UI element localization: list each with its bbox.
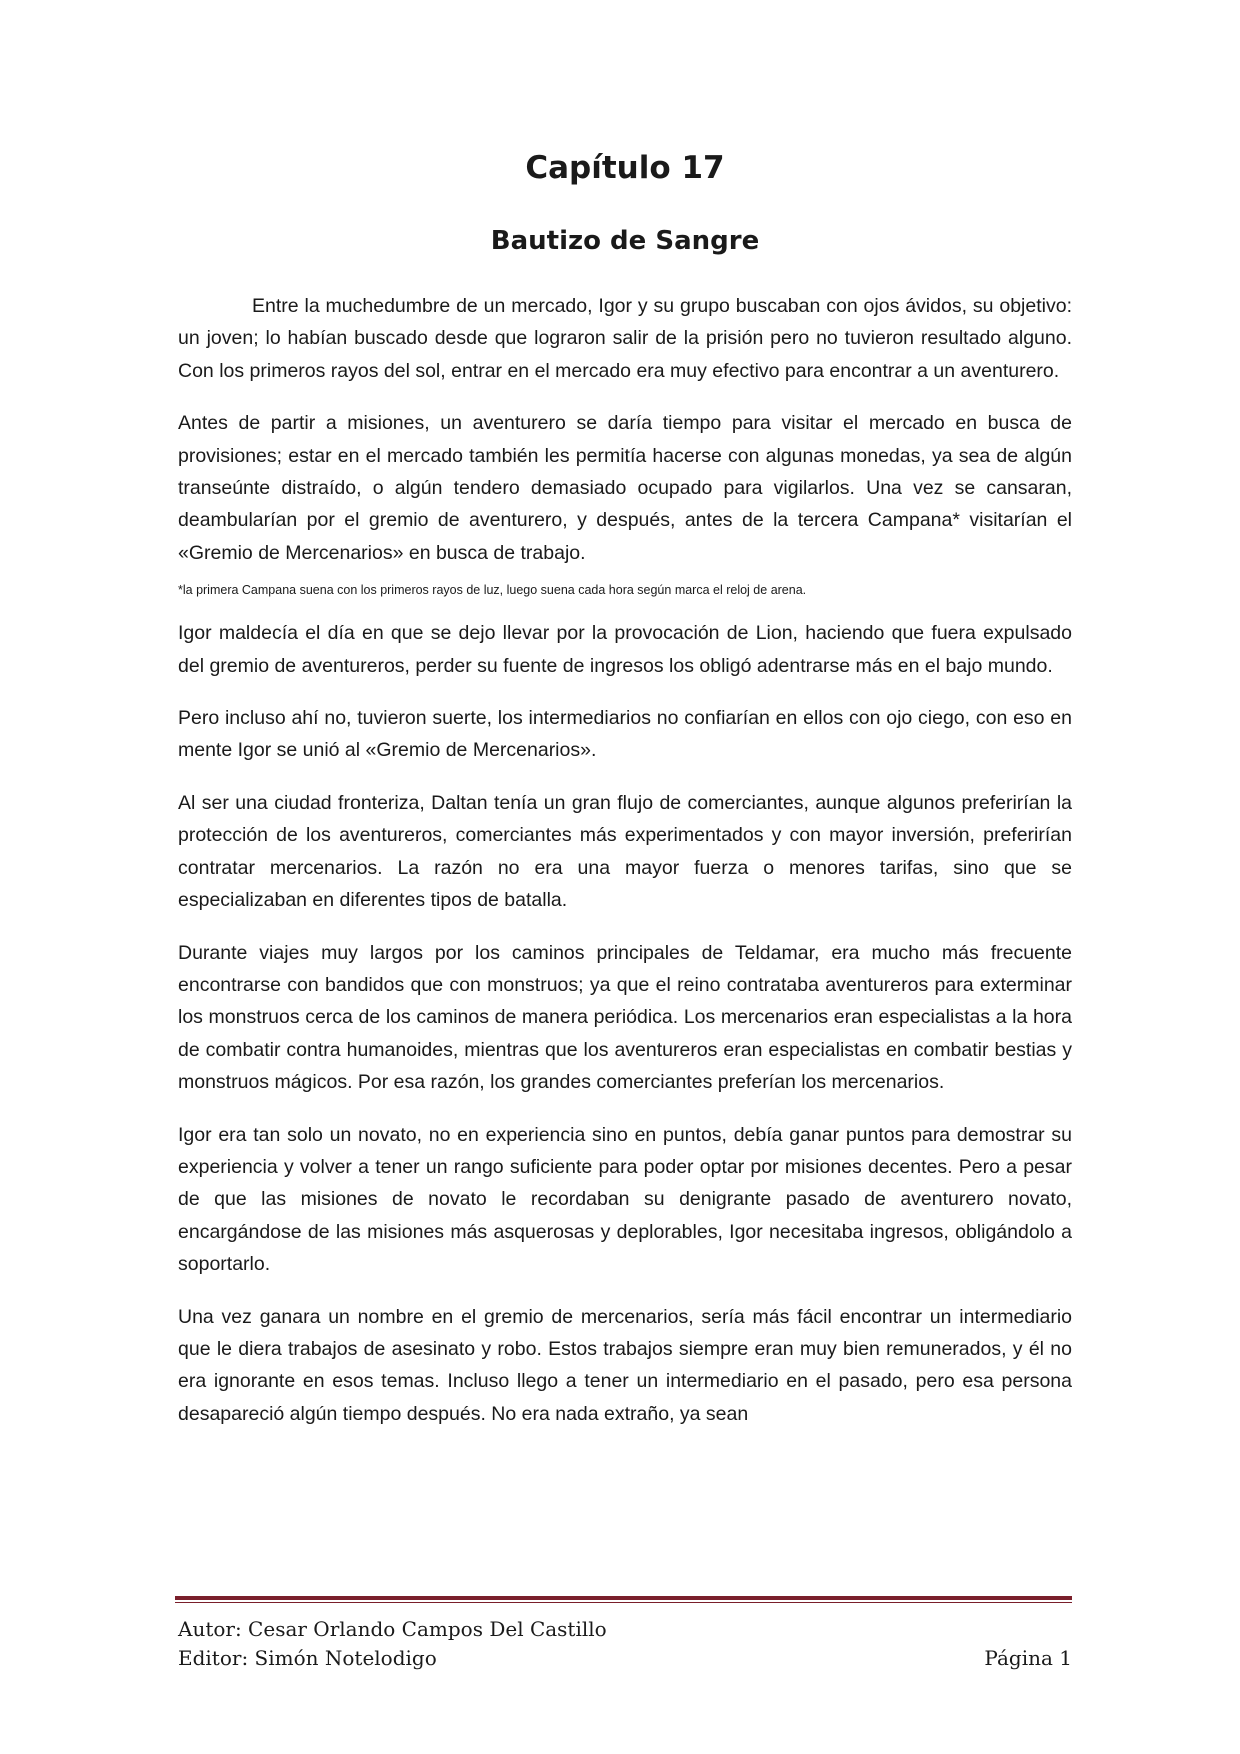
paragraph: Igor era tan solo un novato, no en experiencia sino en puntos, debía ganar puntos para demostrar su experiencia y volver a tener un rango suficiente para poder optar por misiones decentes. Pero a pesar de que las misiones de novato le recordaban su denigrante pasado de aventurero novato, encargándose de las misiones más asquerosas y deplorables, Igor necesitaba ingresos, obligándolo a soportarlo. xyxy=(178,1123,1072,1276)
paragraph: Durante viajes muy largos por los caminos principales de Teldamar, era mucho más frecuente encontrarse con bandidos que con monstruos; ya que el reino contrataba aventureros para exterminar los monstruos cerca de los caminos de manera periódica. Los mercenarios eran especialistas a la hora de combatir contra humanoides, mientras que los aventureros eran especialistas en combatir bestias y monstruos mágicos. Por esa razón, los grandes comerciantes preferían los mercenarios. xyxy=(178,941,1072,1094)
paragraph: Una vez ganara un nombre en el gremio de mercenarios, sería más fácil encontrar un intermediario que le diera trabajos de asesinato y robo. Estos trabajos siempre eran muy bien remunerados, y él no era ignorante en esos temas. Incluso llego a tener un intermediario en el pasado, pero esa persona desapareció algún tiempo después. No era nada extraño, ya sean xyxy=(178,1305,1072,1425)
chapter-subtitle: Bautizo de Sangre xyxy=(490,226,760,256)
paragraph: Igor maldecía el día en que se dejo llevar por la provocación de Lion, haciendo que fuera expulsado del gremio de aventureros, perder su fuente de ingresos los obligó adentrarse más en el bajo mundo. xyxy=(178,622,1072,677)
paragraph: Pero incluso ahí no, tuvieron suerte, los intermediarios no confiarían en ellos con ojo ciego, con eso en mente Igor se unió al «Gremio de Mercenarios». xyxy=(178,707,1072,762)
footer-divider-thick xyxy=(175,1596,1072,1600)
page-footer xyxy=(178,1615,1072,1673)
footer-editor: Editor: Simón Notelodigo xyxy=(178,1646,437,1670)
footer-divider-thin xyxy=(175,1602,1072,1603)
footer-divider xyxy=(175,1596,1072,1604)
chapter-title: Capítulo 17 xyxy=(525,150,725,186)
footer-author: Autor: Cesar Orlando Campos Del Castillo xyxy=(178,1617,607,1641)
page-number: Página 1 xyxy=(984,1646,1072,1670)
paragraph: Entre la muchedumbre de un mercado, Igor y su grupo buscaban con ojos ávidos, su objetivo: un joven; lo habían buscado desde que lograron salir de la prisión pero no tuvieron resultado alguno. Con los primeros rayos del sol, entrar en el mercado era muy efectivo para encontrar a un aventurero. xyxy=(178,295,1072,382)
chapter-body xyxy=(178,290,1072,1450)
paragraph: Antes de partir a misiones, un aventurero se daría tiempo para visitar el mercado en busca de provisiones; estar en el mercado también les permitía hacerse con algunas monedas, ya sea de algún transeúnte distraído, o algún tendero demasiado ocupado para vigilarlos. Una vez se cansaran, deambularían por el gremio de aventurero, y después, antes de la tercera Campana* visitarían el «Gremio de Mercenarios» en busca de trabajo. xyxy=(178,412,1072,564)
paragraph: Al ser una ciudad fronteriza, Daltan tenía un gran flujo de comerciantes, aunque algunos preferirían la protección de los aventureros, comerciantes más experimentados y con mayor inversión, preferirían contratar mercenarios. La razón no era una mayor fuerza o menores tarifas, sino que se especializaban en diferentes tipos de batalla. xyxy=(178,791,1072,912)
footnote: *la primera Campana suena con los primeros rayos de luz, luego suena cada hora según marca el reloj de arena. xyxy=(178,583,807,598)
